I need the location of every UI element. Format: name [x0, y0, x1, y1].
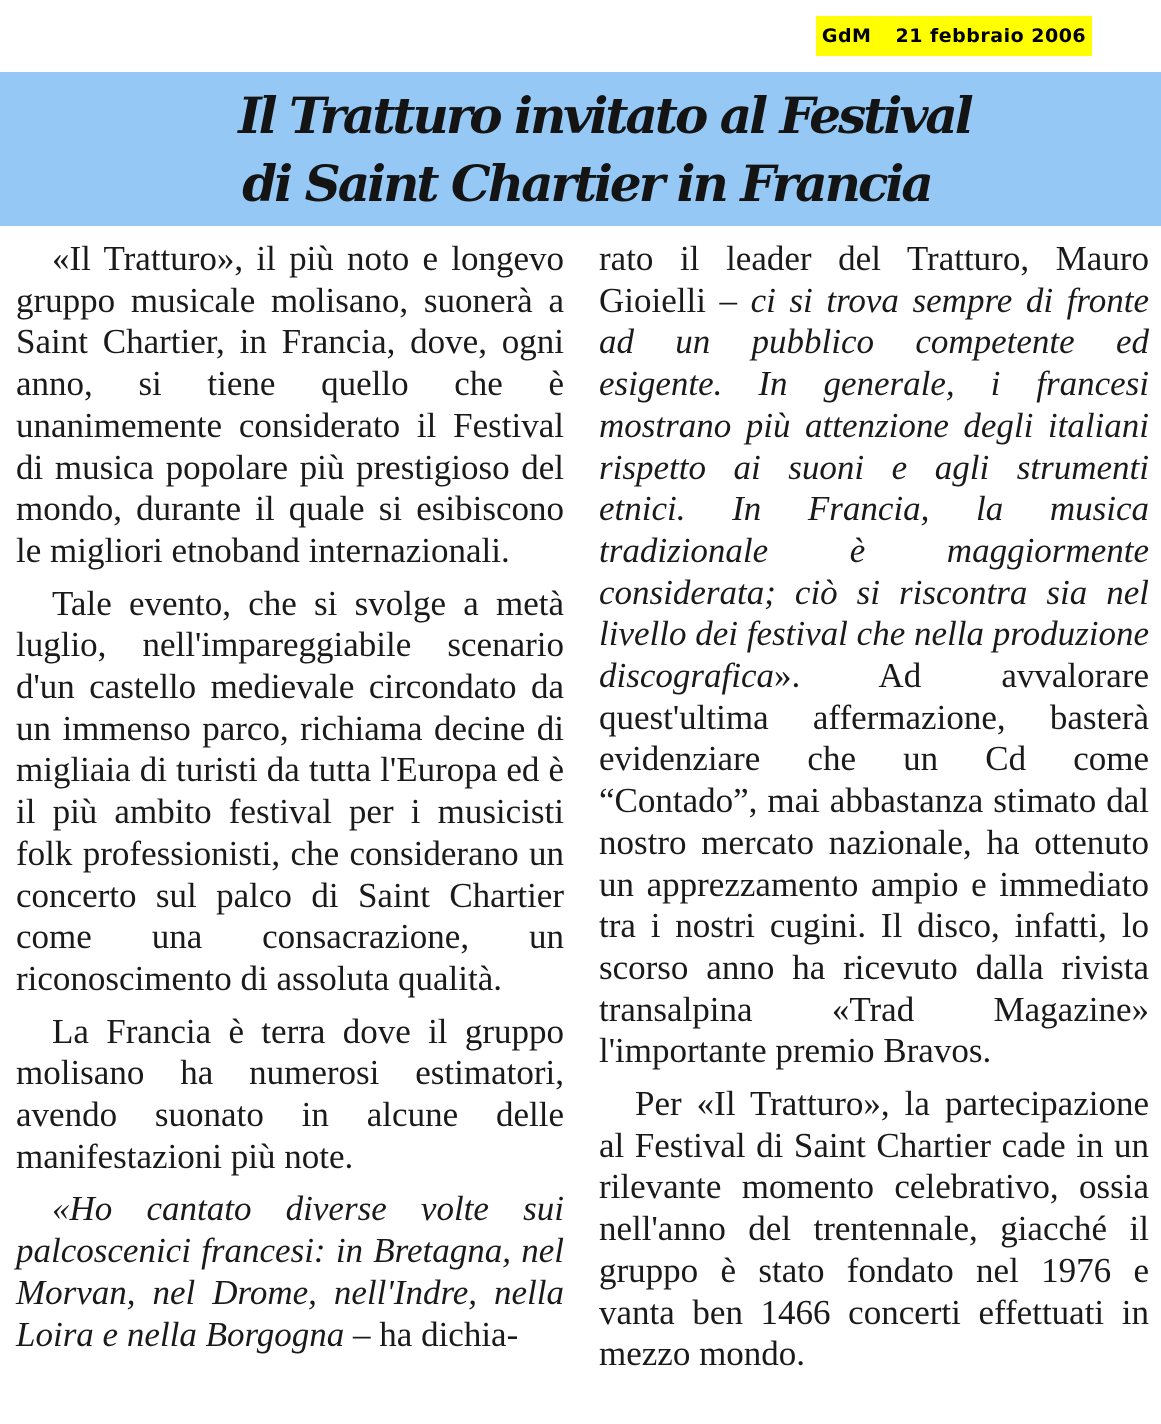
quote-attribution: – ha dichia-: [344, 1314, 519, 1354]
article-column-left: [16, 238, 564, 1355]
date-label: 21 febbraio 2006: [895, 25, 1087, 47]
paragraph-4: [16, 1188, 564, 1355]
paragraph-6: Per «Il Tratturo», la partecipazione al Festival di Saint Chartier cade in un rilevante momento celebrativo, ossia nell'anno del trentennale, giacché il gruppo è stato fondato nel 1976 e vanta ben 1466 concerti effettuati in mezzo mondo.: [599, 1084, 1149, 1374]
paragraph-2: Tale evento, che si svolge a metà luglio, nell'impareggiabile scenario d'un castello medievale circondato da un immenso parco, richiama decine di migliaia di turisti da tutta l'Europa ed è il più ambito festival per i musicisti folk professionisti, che considerano un concerto sul palco di Saint Chartier come una consacrazione, un riconoscimento di assoluta qualità.: [16, 583, 564, 998]
article-column-right: [599, 238, 1149, 1375]
headline-line-2: di Saint Chartier in Francia: [242, 154, 931, 213]
paragraph-5-end: ». Ad avvalorare quest'ultima affermazione, basterà evidenziare che un Cd come “Contado”, mai abbastanza stimato dal nostro mercato nazionale, ha ottenuto un apprezzamento ampio e immediato tra i nostri cugini. Il disco, infatti, lo scorso anno ha ricevuto dalla rivista transalpina «Trad Magazine» l'importante premio Bravos.: [599, 656, 1149, 1071]
continuation-text: rato il leader del Tratturo, Mauro Gioielli –: [599, 239, 1149, 320]
source-date-tag: [816, 16, 1092, 56]
paragraph-3: La Francia è terra dove il gruppo molisano ha numerosi estimatori, avendo suonato in alcune delle manifestazioni più note.: [16, 1011, 564, 1176]
quote-continuation: ci si trova sempre di fronte ad un pubblico competente ed esigente. In generale, i francesi mostrano più attenzione degli italiani rispetto ai suoni e agli strumenti etnici. In Francia, la musica tradizionale è maggiormente considerata; ciò si riscontra sia nel livello dei festival che nella produzione discografica: [599, 280, 1149, 696]
source-label: GdM: [821, 25, 872, 47]
paragraph-5: [599, 238, 1149, 1072]
headline-line-1: Il Tratturo invitato al Festival: [238, 86, 971, 145]
paragraph-1: «Il Tratturo», il più noto e longevo gruppo musicale molisano, suonerà a Saint Chartier, in Francia, dove, ogni anno, si tiene quello che è unanimemente considerato il Festival di musica popolare più prestigioso del mondo, durante il quale si esibiscono le migliori etnoband internazionali.: [16, 239, 564, 570]
quote-text: «Ho cantato diverse volte sui palcoscenici francesi: in Bretagna, nel Morvan, nel Drome, nell'Indre, nella Loira e nella Borgogna: [16, 1189, 564, 1354]
